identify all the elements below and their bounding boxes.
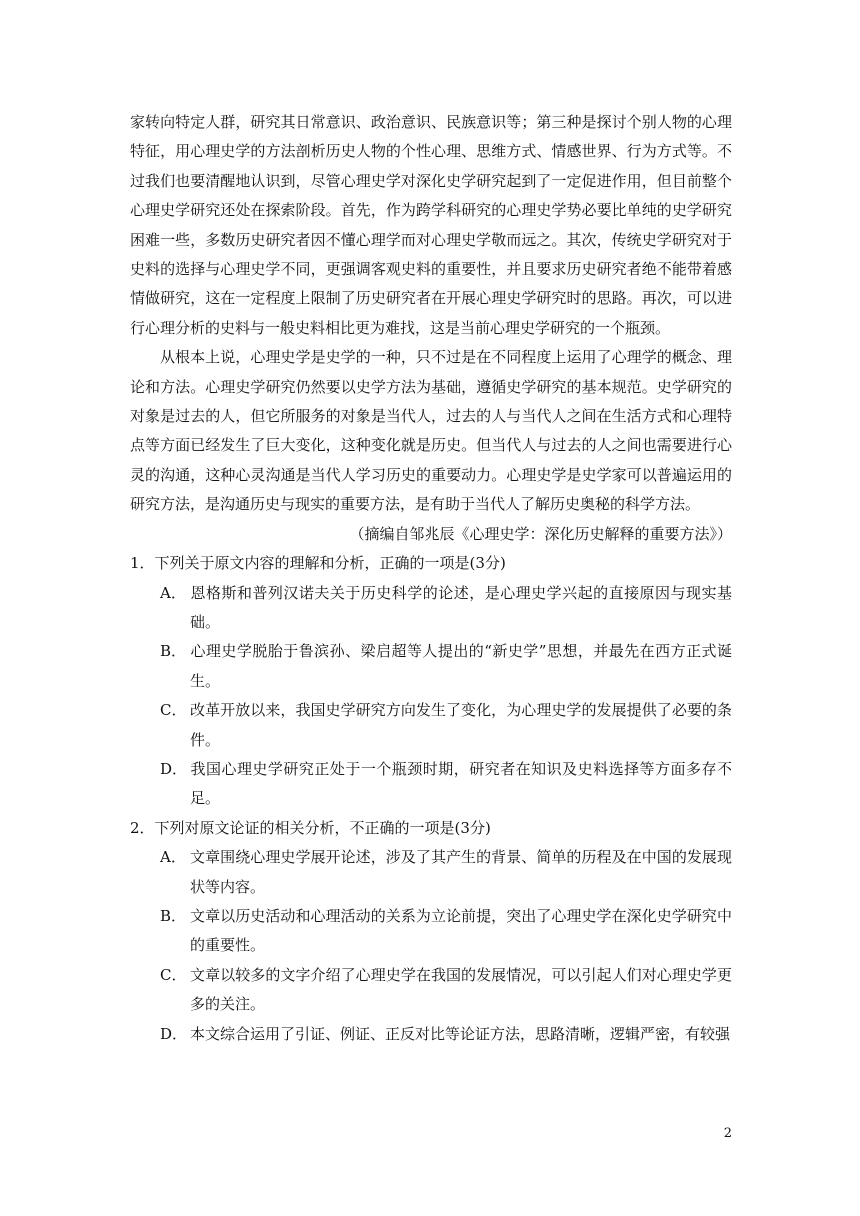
question-2-option-a [160, 843, 732, 902]
question-2-option-c [160, 961, 732, 1020]
question-1-option-c [160, 696, 732, 755]
option-text: 心理史学脱胎于鲁滨孙、梁启超等人提出的“新史学”思想，并最先在西方正式诞生。 [190, 642, 732, 690]
option-text: 恩格斯和普列汉诺夫关于历史科学的论述，是心理史学兴起的直接原因与现实基础。 [190, 583, 732, 631]
option-label: D． [160, 759, 188, 778]
option-label: A． [160, 848, 186, 867]
option-label: B． [160, 906, 187, 925]
option-text: 改革开放以来，我国史学研究方向发生了变化，为心理史学的发展提供了必要的条件。 [190, 701, 732, 749]
option-label: C． [160, 965, 187, 984]
question-1-options [130, 579, 732, 814]
page-content [130, 108, 732, 1049]
question-1-option-a [160, 579, 732, 638]
option-label: D． [160, 1024, 188, 1043]
option-label: B． [160, 642, 187, 661]
question-2-stem: 2．下列对原文论证的相关分析，不正确的一项是(3分) [130, 818, 491, 837]
page-number: 2 [723, 1126, 732, 1141]
question-1 [130, 549, 732, 814]
question-1-option-d [160, 755, 732, 814]
question-2-option-d [160, 1020, 732, 1049]
question-2 [130, 814, 732, 1049]
question-1-option-b [160, 637, 732, 696]
option-text: 文章以历史活动和心理活动的关系为立论前提，突出了心理史学在深化史学研究中的重要性。 [190, 906, 732, 955]
question-1-stem: 1．下列关于原文内容的理解和分析，正确的一项是(3分) [130, 554, 506, 573]
option-label: C． [160, 701, 187, 720]
question-2-option-b [160, 902, 732, 961]
option-text: 本文综合运用了引证、例证、正反对比等论证方法，思路清晰，逻辑严密，有较强 [190, 1024, 731, 1043]
option-text: 文章以较多的文字介绍了心理史学在我国的发展情况，可以引起人们对心理史学更多的关注。 [190, 965, 732, 1014]
passage-paragraph-2: 从根本上说，心理史学是史学的一种，只不过是在不同程度上运用了心理学的概念、理论和方法。心理史学研究仍然要以史学方法为基础，遵循史学研究的基本规范。史学研究的对象是过去的人，但它所服务的对象是当代人，过去的人与当代人之间在生活方式和心理特点等方面已经发生了巨大变化，这种变化就是历史。但当代人与过去的人之间也需要进行心灵的沟通，这种心灵沟通是当代人学习历史的重要动力。心理史学是史学家可以普遍运用的研究方法，是沟通历史与现实的重要方法，是有助于当代人了解历史奥秘的科学方法。 [130, 348, 732, 514]
option-text: 我国心理史学研究正处于一个瓶颈时期，研究者在知识及史料选择等方面多存不足。 [190, 759, 732, 808]
option-text: 文章围绕心理史学展开论述，涉及了其产生的背景、简单的历程及在中国的发展现状等内容。 [190, 848, 732, 896]
option-label: A． [160, 583, 186, 602]
question-2-options [130, 843, 732, 1049]
passage-source: （摘编自邹兆辰《心理史学：深化历史解释的重要方法》） [349, 524, 732, 543]
passage-paragraph-1: 家转向特定人群，研究其日常意识、政治意识、民族意识等；第三种是探讨个别人物的心理特征，用心理史学的方法剖析历史人物的个性心理、思维方式、情感世界、行为方式等。不过我们也要清醒地认识到，尽管心理史学对深化史学研究起到了一定促进作用，但目前整个心理史学研究还处在探索阶段。首先，作为跨学科研究的心理史学势必要比单纯的史学研究困难一些，多数历史研究者因不懂心理学而对心理史学敬而远之。其次，传统史学研究对于史料的选择与心理史学不同，更强调客观史料的重要性，并且要求历史研究者绝不能带着感情做研究，这在一定程度上限制了历史研究者在开展心理史学研究时的思路。再次，可以进行心理分析的史料与一般史料相比更为难找，这是当前心理史学研究的一个瓶颈。 [130, 113, 732, 337]
